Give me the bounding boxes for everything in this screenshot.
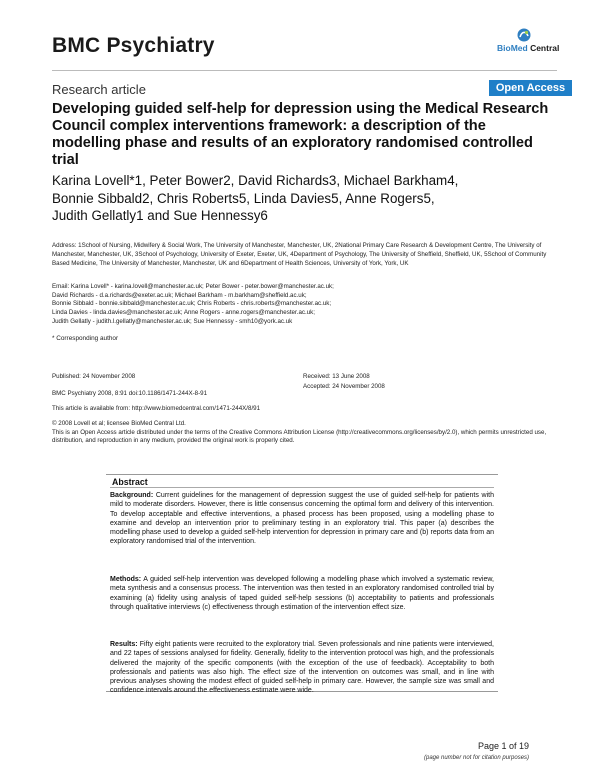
article-title: Developing guided self-help for depression using the Medical Research Council complex interventions framework: a description of the modelling phase and results of an exploratory randomised controlled trial [52,101,549,168]
open-access-badge[interactable]: Open Access [489,80,572,96]
abstract-results [110,640,494,696]
abstract-heading: Abstract [112,477,148,487]
abstract-background [110,491,494,547]
background-label: Background: [110,492,154,499]
received-date: Received: 13 June 2008 [303,373,370,380]
header-divider [52,70,557,71]
logo-wordmark [497,43,559,53]
abstract-divider [110,487,494,488]
results-text: Fifty eight patients were recruited to the exploratory trial. Seven professionals and nine patients were interviewed, and 22 tapes of sessions analysed for fidelity. Generally, fidelity to the intervention protocol was high, and the professionals delivered the majority of the specific components (with the exception of the use of feedback). Acceptability to both professionals and patients was also high. The effect size of the intervention on outcomes was small, and in line with previous analyses showing the modest effect of guided self-help in primary care. However, the sample size was small and confidence intervals around the effectiveness estimate were wide. [110,641,494,695]
page-number: Page 1 of 19 [478,741,530,751]
logo-bio-text: BioMed [497,43,528,53]
biomed-central-logo [497,28,560,54]
author-list [52,172,552,225]
results-label: Results: [110,641,138,648]
author-line-2: Bonnie Sibbald2, Chris Roberts5, Linda Davies5, Anne Rogers5, [52,190,435,206]
article-url[interactable]: This article is available from: http://www.biomedcentral.com/1471-244X/8/91 [52,405,261,412]
background-text: Current guidelines for the management of depression suggest the use of guided self-help for patients with mild to moderate disorders. However, there is little consensus concerning the optimal form and delivery of this intervention. To develop acceptable and effective interventions, a phased process has been proposed, using a modelling phase to examine and develop an intervention prior to preliminary testing in an exploratory trial. This paper (a) describes the modelling phase used to develop a guided self-help intervention for depression in primary care and (b) reports data from an exploratory randomised trial of the intervention. [110,492,494,546]
article-type: Research article [52,82,146,97]
corresponding-author-note: * Corresponding author [52,335,119,342]
biomed-logo-icon [517,28,531,42]
methods-text: A guided self-help intervention was developed following a modelling phase which involved a systematic review, meta synthesis and a consensus process. The intervention was then tested in an exploratory randomised controlled trial by examining (a) fidelity using analysis of taped guided self-help sessions (b) acceptability to patients and professionals through qualitative interviews (c) effectiveness through estimation of the intervention effect size. [110,576,494,611]
author-emails [52,283,548,327]
license-text: This is an Open Access article distributed under the terms of the Creative Commons Attribution License (http://creativecommons.org/licenses/by/2.0), which permits unrestricted use, distribution, and reproduction in any medium, provided the original work is properly cited. [52,428,547,445]
author-line-1: Karina Lovell*1, Peter Bower2, David Richards3, Michael Barkham4, [52,173,459,188]
email-line[interactable]: Email: Karina Lovell* - karina.lovell@manchester.ac.uk; Peter Bower - peter.bower@manchester.ac.uk; [52,283,334,290]
journal-title: BMC Psychiatry [52,34,215,57]
email-line[interactable]: David Richards - d.a.richards@exeter.ac.uk; Michael Barkham - m.barkham@sheffield.ac.uk; [52,291,307,299]
author-affiliations: Address: 1School of Nursing, Midwifery & Social Work, The University of Manchester, Manchester, UK, 2National Primary Care Research & Development Centre, The University of Manchester, Manchester, UK, 3School of Psychology, University of Exeter, Exeter, UK, 4Department of Psychology, The University of Sheffield, Sheffield, UK, 5School of Community Based Medicine, The University of Manchester, Manchester, UK and 6Department of Health Sciences, University of York, York, UK [52,242,547,268]
methods-label: Methods: [110,576,142,583]
citation: BMC Psychiatry 2008, 8:91 doi:10.1186/1471-244X-8-91 [52,390,208,397]
page-number-note: (page number not for citation purposes) [424,755,530,761]
email-line[interactable]: Linda Davies - linda.davies@manchester.ac.uk; Anne Rogers - anne.rogers@manchester.ac.uk; [52,309,315,317]
accepted-date: Accepted: 24 November 2008 [303,383,385,390]
logo-central-text: Central [527,43,560,53]
abstract-methods [110,575,494,612]
published-date: Published: 24 November 2008 [52,373,136,380]
author-line-3: Judith Gellatly1 and Sue Hennessy6 [52,208,268,223]
email-line[interactable]: Judith Gellatly - judith.l.gellatly@manchester.ac.uk; Sue Hennessy - smh10@york.ac.uk [52,317,293,325]
email-line[interactable]: Bonnie Sibbald - bonnie.sibbald@manchester.ac.uk; Chris Roberts - chris.roberts@manchester.ac.uk; [52,300,332,308]
license-block [52,420,548,446]
copyright-line: © 2008 Lovell et al; licensee BioMed Central Ltd. [52,420,186,427]
